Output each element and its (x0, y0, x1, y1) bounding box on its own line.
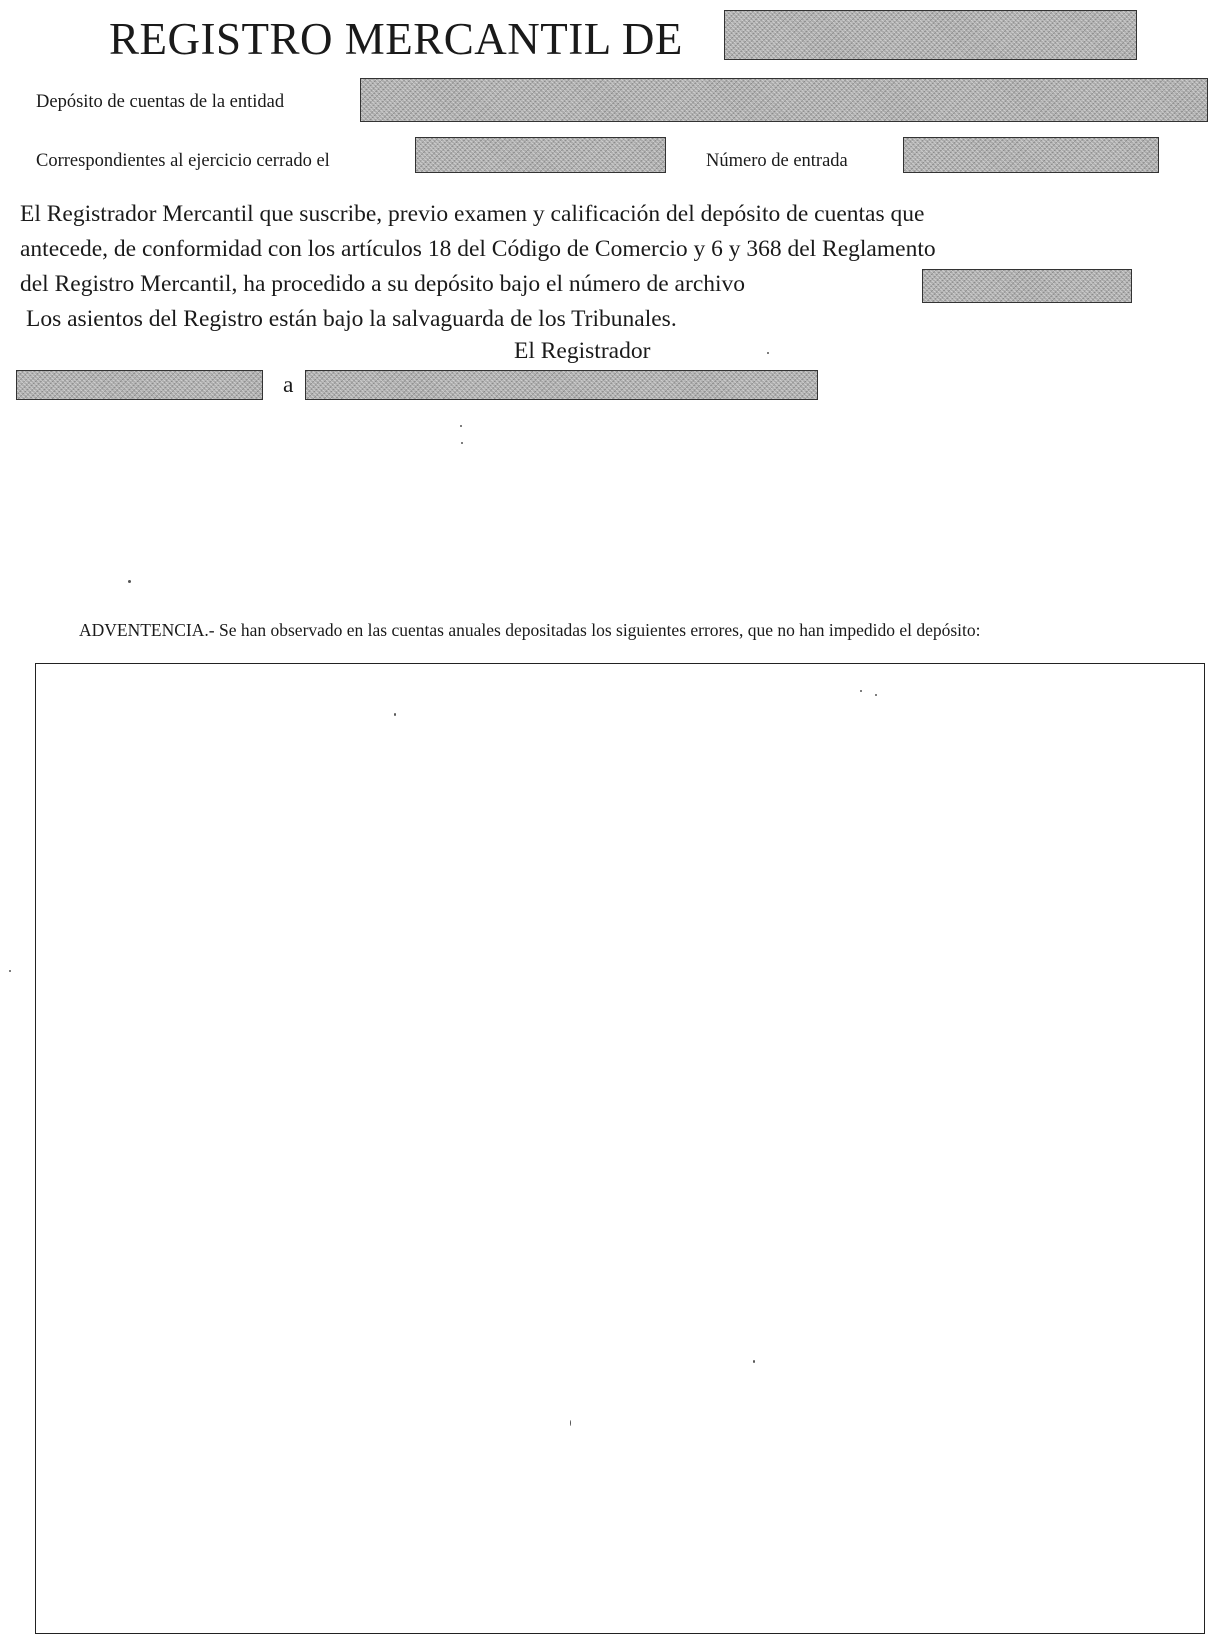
scan-speck (9, 970, 11, 972)
certification-line-3: del Registro Mercantil, ha procedido a su depósito bajo el número de archivo (20, 271, 746, 297)
scan-speck (128, 580, 131, 583)
scan-speck (767, 352, 769, 354)
errors-box (35, 663, 1205, 1634)
redacted-date (305, 370, 818, 400)
redacted-registry-location (724, 10, 1137, 60)
place-date-connector: a (283, 372, 294, 398)
scan-speck (753, 1360, 755, 1363)
redacted-fiscal-year-date (415, 137, 666, 173)
certification-line-1: El Registrador Mercantil que suscribe, previo examen y calificación del depósito de cuentas que (20, 201, 925, 227)
scan-speck (394, 713, 396, 716)
certification-line-2: antecede, de conformidad con los artículos 18 del Código de Comercio y 6 y 368 del Reglamento (20, 236, 936, 262)
page-title: REGISTRO MERCANTIL DE (109, 14, 683, 64)
scan-speck (460, 425, 462, 427)
scan-speck (875, 694, 877, 696)
redacted-entry-number (903, 137, 1159, 173)
scan-speck (860, 690, 862, 692)
deposit-entity-label: Depósito de cuentas de la entidad (36, 92, 285, 112)
entry-number-label: Número de entrada (706, 151, 848, 171)
scan-speck (461, 442, 463, 444)
certification-line-4: Los asientos del Registro están bajo la salvaguarda de los Tribunales. (26, 306, 677, 332)
fiscal-year-label: Correspondientes al ejercicio cerrado el (36, 151, 330, 171)
warning-text: ADVENTENCIA.- Se han observado en las cuentas anuales depositadas los siguientes errores, que no han impedido el depósito: (79, 620, 981, 640)
registrar-signature-label: El Registrador (514, 338, 651, 364)
redacted-archive-number (922, 269, 1132, 303)
redacted-place (16, 370, 263, 400)
scan-speck (570, 1420, 571, 1426)
redacted-entity-name (360, 78, 1208, 122)
